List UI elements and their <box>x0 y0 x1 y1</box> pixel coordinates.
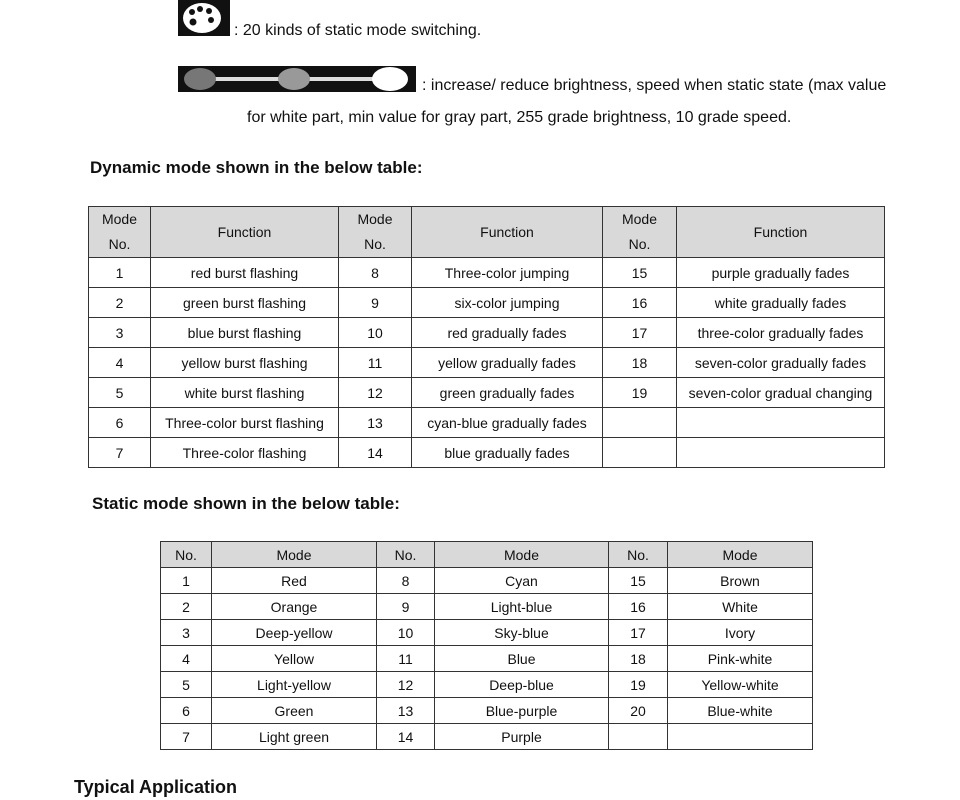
table-cell: 17 <box>609 620 668 646</box>
table-header-row <box>161 542 813 568</box>
table-cell: red gradually fades <box>412 318 603 348</box>
table-cell <box>603 408 677 438</box>
table-cell: seven-color gradually fades <box>677 348 885 378</box>
table-cell: yellow gradually fades <box>412 348 603 378</box>
table-cell: Purple <box>435 724 609 750</box>
table-cell <box>677 438 885 468</box>
table-cell: 3 <box>89 318 151 348</box>
table-cell: 13 <box>339 408 412 438</box>
header-mode: Mode <box>435 542 609 568</box>
table-cell: Orange <box>212 594 377 620</box>
table-cell: Blue-white <box>668 698 813 724</box>
static-heading: Static mode shown in the below table: <box>92 494 400 513</box>
table-cell: green gradually fades <box>412 378 603 408</box>
table-cell: blue burst flashing <box>151 318 339 348</box>
table-cell: 10 <box>377 620 435 646</box>
header-mode-no: Mode No. <box>89 207 151 258</box>
header-function: Function <box>677 207 885 258</box>
table-cell: 5 <box>89 378 151 408</box>
table-cell: Red <box>212 568 377 594</box>
table-cell: 2 <box>89 288 151 318</box>
table-cell: Yellow <box>212 646 377 672</box>
table-cell: 15 <box>609 568 668 594</box>
table-cell: 18 <box>603 348 677 378</box>
table-cell: 9 <box>377 594 435 620</box>
table-cell: six-color jumping <box>412 288 603 318</box>
table-cell: 7 <box>161 724 212 750</box>
table-cell: 12 <box>377 672 435 698</box>
table-row <box>161 620 813 646</box>
table-cell: Green <box>212 698 377 724</box>
table-cell: 2 <box>161 594 212 620</box>
header-function: Function <box>412 207 603 258</box>
header-function: Function <box>151 207 339 258</box>
dynamic-mode-table <box>88 206 885 468</box>
table-cell: 1 <box>89 258 151 288</box>
table-cell: 4 <box>161 646 212 672</box>
table-cell: 9 <box>339 288 412 318</box>
table-cell <box>668 724 813 750</box>
table-cell: 14 <box>377 724 435 750</box>
table-cell: Pink-white <box>668 646 813 672</box>
table-cell: Deep-yellow <box>212 620 377 646</box>
table-cell: Brown <box>668 568 813 594</box>
table-row <box>161 594 813 620</box>
table-cell: yellow burst flashing <box>151 348 339 378</box>
table-cell: 12 <box>339 378 412 408</box>
table-cell: 20 <box>609 698 668 724</box>
table-row <box>89 318 885 348</box>
static-mode-table <box>160 541 813 750</box>
table-cell <box>609 724 668 750</box>
header-mode-no: Mode No. <box>603 207 677 258</box>
table-cell: cyan-blue gradually fades <box>412 408 603 438</box>
table-cell: seven-color gradual changing <box>677 378 885 408</box>
table-cell: 13 <box>377 698 435 724</box>
table-cell: 15 <box>603 258 677 288</box>
table-cell: white burst flashing <box>151 378 339 408</box>
static-switch-text: : 20 kinds of static mode switching. <box>234 22 482 39</box>
table-cell: 10 <box>339 318 412 348</box>
table-cell: Blue-purple <box>435 698 609 724</box>
table-row <box>89 408 885 438</box>
table-row <box>89 288 885 318</box>
table-cell: Yellow-white <box>668 672 813 698</box>
table-cell: White <box>668 594 813 620</box>
dynamic-heading: Dynamic mode shown in the below table: <box>90 158 423 177</box>
table-cell: Ivory <box>668 620 813 646</box>
table-cell: Light green <box>212 724 377 750</box>
palette-icon <box>178 0 230 36</box>
table-cell: 8 <box>377 568 435 594</box>
table-row <box>161 672 813 698</box>
header-mode: Mode <box>668 542 813 568</box>
table-cell: Three-color burst flashing <box>151 408 339 438</box>
table-cell: 1 <box>161 568 212 594</box>
table-cell: 16 <box>609 594 668 620</box>
table-cell: 17 <box>603 318 677 348</box>
table-cell: Cyan <box>435 568 609 594</box>
table-row <box>161 698 813 724</box>
table-cell: 18 <box>609 646 668 672</box>
table-row <box>89 348 885 378</box>
table-cell: 11 <box>377 646 435 672</box>
brightness-text: : increase/ reduce brightness, speed when static state (max value <box>422 77 887 94</box>
brightness-text-cont: for white part, min value for gray part, 255 grade brightness, 10 grade speed. <box>247 109 792 126</box>
table-row <box>89 378 885 408</box>
table-cell: Three-color jumping <box>412 258 603 288</box>
table-cell: red burst flashing <box>151 258 339 288</box>
table-cell: 6 <box>89 408 151 438</box>
table-cell: 3 <box>161 620 212 646</box>
table-cell <box>677 408 885 438</box>
table-cell: 4 <box>89 348 151 378</box>
table-header-row <box>89 207 885 258</box>
table-cell: blue gradually fades <box>412 438 603 468</box>
slider-icon <box>178 66 416 92</box>
table-cell: 5 <box>161 672 212 698</box>
table-row <box>89 258 885 288</box>
table-cell: purple gradually fades <box>677 258 885 288</box>
table-cell: Three-color flashing <box>151 438 339 468</box>
table-cell: 8 <box>339 258 412 288</box>
table-cell: Light-yellow <box>212 672 377 698</box>
table-row <box>161 568 813 594</box>
table-cell: Blue <box>435 646 609 672</box>
header-no: No. <box>377 542 435 568</box>
table-row <box>161 724 813 750</box>
table-cell: three-color gradually fades <box>677 318 885 348</box>
table-cell: 14 <box>339 438 412 468</box>
table-cell: Sky-blue <box>435 620 609 646</box>
header-no: No. <box>609 542 668 568</box>
table-cell: 19 <box>603 378 677 408</box>
table-cell: 11 <box>339 348 412 378</box>
table-row <box>89 438 885 468</box>
header-mode: Mode <box>212 542 377 568</box>
table-cell: Deep-blue <box>435 672 609 698</box>
table-cell: 16 <box>603 288 677 318</box>
table-cell: 19 <box>609 672 668 698</box>
table-cell: 7 <box>89 438 151 468</box>
table-cell: 6 <box>161 698 212 724</box>
header-no: No. <box>161 542 212 568</box>
table-row <box>161 646 813 672</box>
typical-application-heading: Typical Application <box>74 777 238 797</box>
table-cell <box>603 438 677 468</box>
table-cell: green burst flashing <box>151 288 339 318</box>
table-cell: Light-blue <box>435 594 609 620</box>
header-mode-no: Mode No. <box>339 207 412 258</box>
table-cell: white gradually fades <box>677 288 885 318</box>
